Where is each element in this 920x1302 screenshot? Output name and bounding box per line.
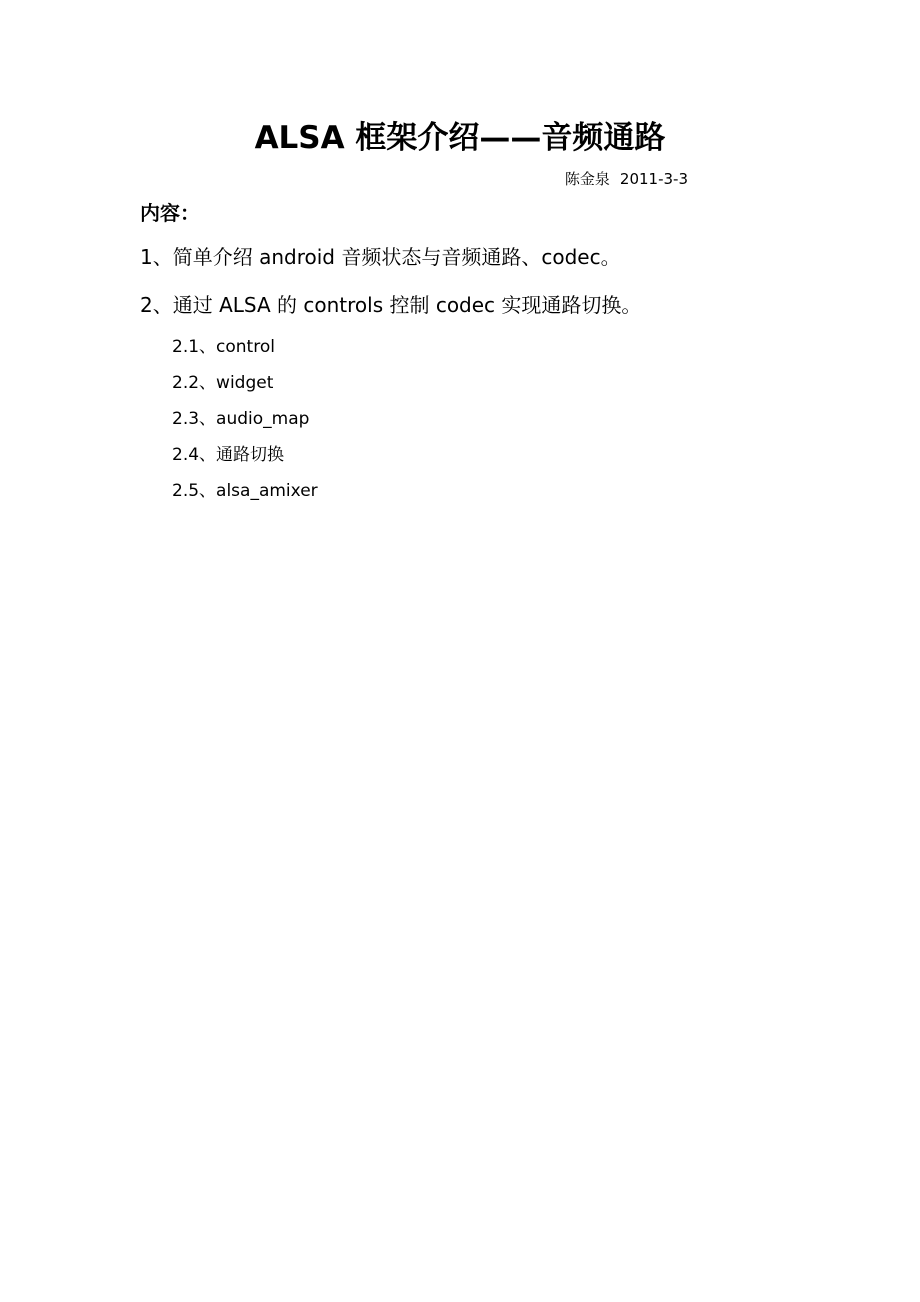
document-title: ALSA 框架介绍——音频通路 [254, 120, 666, 156]
toc-subitem-2-5: 2.5、alsa_amixer [172, 481, 318, 501]
byline [565, 168, 688, 190]
document-date: 2011-3-3 [619, 170, 688, 188]
contents-heading: 内容： [140, 201, 200, 225]
toc-subitem-2-1: 2.1、control [172, 337, 275, 357]
toc-item-2: 2、通过 ALSA 的 controls 控制 codec 实现通路切换。 [140, 293, 642, 317]
toc-subitem-2-3: 2.3、audio_map [172, 409, 310, 429]
author-name: 陈金泉 [564, 170, 610, 188]
toc-item-1: 1、简单介绍 android 音频状态与音频通路、codec。 [140, 245, 621, 269]
toc-subitem-2-4: 2.4、通路切换 [172, 445, 285, 465]
toc-subitem-2-2: 2.2、widget [172, 373, 274, 393]
